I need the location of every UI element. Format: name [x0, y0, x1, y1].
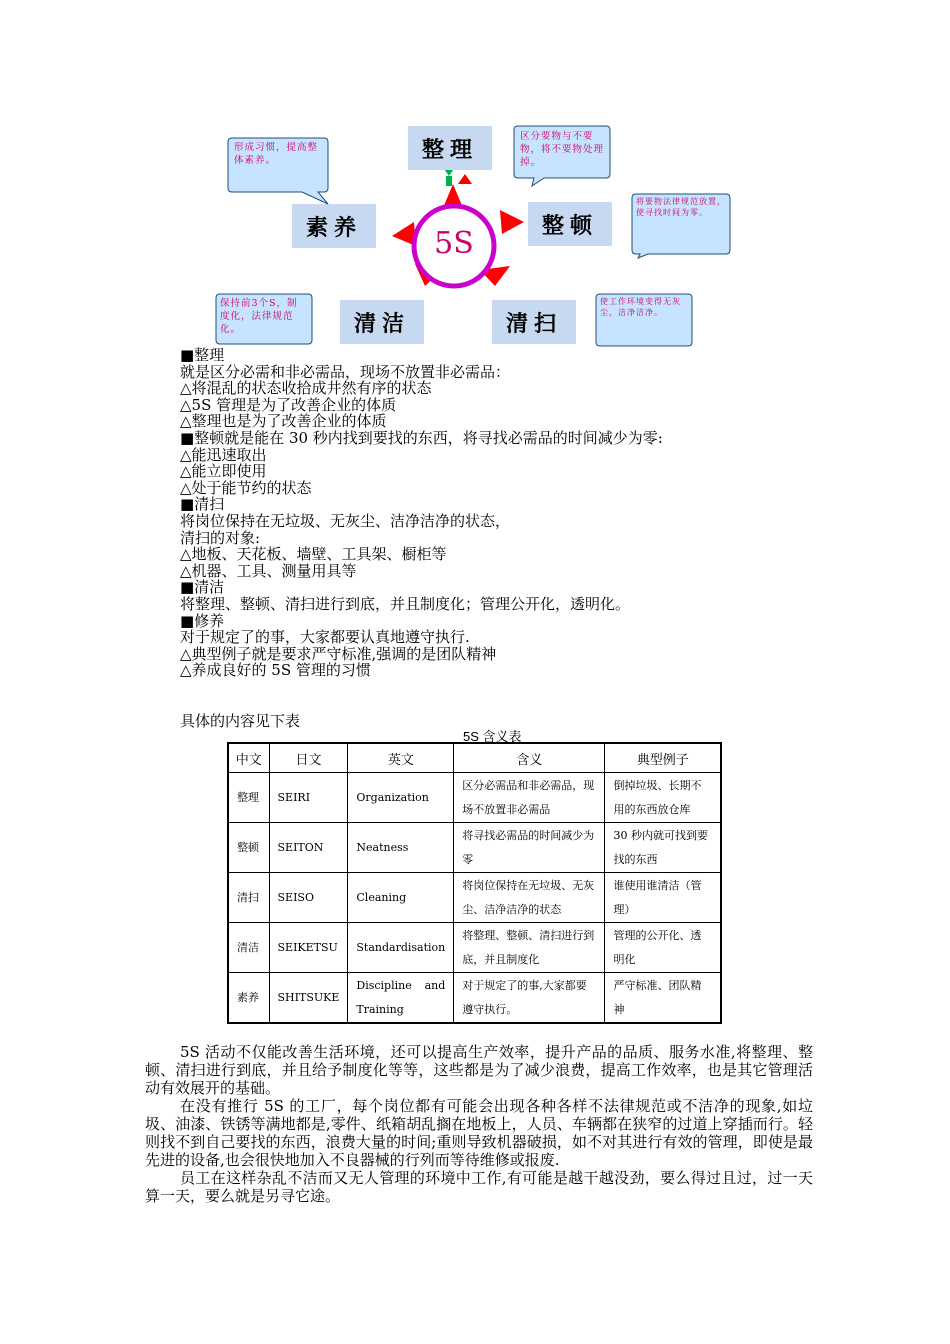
table-cell: SEIKETSU [269, 923, 348, 973]
table-header-row [228, 743, 721, 773]
line: △能迅速取出 [180, 445, 267, 464]
line: ■整顿就是能在 30 秒内找到要找的东西，将寻找必需品的时间减少为零: [180, 428, 663, 447]
green-arrow-stem [446, 176, 452, 186]
5s-diagram [210, 118, 750, 354]
table-cell: Organization [348, 773, 454, 823]
table-cell: 谁使用谁清洁（管理） [605, 873, 721, 923]
table-cell: 整顿 [228, 823, 269, 873]
callout-suyang: 形成习惯，提高整体素养。 [228, 138, 328, 192]
definition-lines [180, 347, 780, 679]
line: 将整理、整顿、清扫进行到底，并且制度化；管理公开化，透明化。 [180, 594, 631, 613]
table-intro: 具体的内容见下表 [180, 712, 301, 730]
header-cell: 英文 [348, 743, 454, 773]
line: ■整理 [180, 346, 225, 364]
line: △5S 管理是为了改善企业的体质 [180, 395, 397, 414]
table-cell: 素养 [228, 973, 269, 1024]
paragraph: 5S 活动不仅能改善生活环境，还可以提高生产效率，提升产品的品质、服务水准,将整理、整顿、清扫进行到底，并且给予制度化等等，这些都是为了减少浪费，提高工作效率，也是其它管理活动有效展开的基础。 [145, 1043, 813, 1097]
table-row [228, 973, 721, 1024]
callout-zhengdun: 将要物法律规范放置，使寻找时间为零。 [632, 194, 730, 254]
table-cell: SEIRI [269, 773, 348, 823]
table-cell: 将整理、整顿、清扫进行到底，并且制度化 [454, 923, 605, 973]
callout-qingsao: 使工作环境变得无灰尘，洁净洁净。 [596, 292, 692, 346]
table-row [228, 873, 721, 923]
box-qingjie: 清洁 [340, 300, 424, 344]
header-cell: 典型例子 [605, 743, 721, 773]
table-cell: 30 秒内就可找到要找的东西 [605, 823, 721, 873]
table-cell: 对于规定了的事,大家都要遵守执行。 [454, 973, 605, 1024]
line: △养成良好的 5S 管理的习惯 [180, 661, 371, 680]
line: ■清洁 [180, 578, 225, 597]
arrow-top [458, 174, 472, 184]
table-caption: 5S 含义表 [463, 729, 522, 744]
header-cell: 日文 [269, 743, 348, 773]
table-cell: SHITSUKE [269, 973, 348, 1024]
line: ■修养 [180, 611, 225, 630]
line: 清扫的对象: [180, 528, 261, 547]
callout-qingjie: 保持前3个S，制度化，法律规范化。 [216, 294, 312, 344]
table-row [228, 923, 721, 973]
center-label: 5S [434, 226, 474, 261]
table-row [228, 773, 721, 823]
table-cell: 整理 [228, 773, 269, 823]
line: △机器、工具、测量用具等 [180, 561, 357, 580]
line: ■清扫 [180, 495, 225, 514]
line: △地板、天花板、墙壁、工具架、橱柜等 [180, 545, 447, 564]
box-qingsao: 清扫 [492, 300, 576, 344]
table-cell: Standardisation [348, 923, 454, 973]
table-row [228, 823, 721, 873]
box-zhengdun: 整顿 [528, 202, 612, 246]
table-cell: 倒掉垃圾、长期不用的东西放仓库 [605, 773, 721, 823]
table-cell: 将寻找必需品的时间减少为零 [454, 823, 605, 873]
line: 对于规定了的事，大家都要认真地遵守执行. [180, 628, 470, 647]
table-cell: Cleaning [348, 873, 454, 923]
table-cell: 区分必需品和非必需品，现场不放置非必需品 [454, 773, 605, 823]
paragraph: 在没有推行 5S 的工厂，每个岗位都有可能会出现各种各样不法律规范或不洁净的现象,如垃圾、油漆、铁锈等满地都是,零件、纸箱胡乱搁在地板上，人员、车辆都在狭窄的过道上穿插而行。轻则找不到自己要找的东西，浪费大量的时间;重则导致机器破损，如不对其进行有效的管理，即使是最先进的设备,也会很快地加入不良器械的行列而等待维修或报废. [145, 1097, 813, 1169]
arrow-right [500, 210, 524, 234]
box-suyang: 素养 [292, 204, 376, 248]
table-cell: Neatness [348, 823, 454, 873]
header-cell: 中文 [228, 743, 269, 773]
box-zhengli: 整理 [408, 126, 492, 170]
line: 就是区分必需和非必需品，现场不放置非必需品： [180, 362, 511, 381]
line: △整理也是为了改善企业的体质 [180, 412, 387, 431]
line: △能立即使用 [180, 462, 267, 481]
paragraph: 员工在这样杂乱不洁而又无人管理的环境中工作,有可能是越干越没劲，要么得过且过，过一天算一天，要么就是另寻它途。 [145, 1169, 813, 1205]
line: △处于能节约的状态 [180, 478, 312, 497]
table-cell: Discipline and Training [348, 973, 454, 1024]
callout-zhengli: 区分要物与不要物，将不要物处理掉。 [514, 124, 610, 176]
table-cell: SEISO [269, 873, 348, 923]
table-cell: 严守标准、团队精神 [605, 973, 721, 1024]
table-cell: 管理的公开化、透明化 [605, 923, 721, 973]
line: △将混乱的状态收拾成井然有序的状态 [180, 379, 432, 398]
table-cell: SEITON [269, 823, 348, 873]
line: 将岗位保持在无垃圾、无灰尘、洁净洁净的状态， [180, 511, 511, 530]
line: △典型例子就是要求严守标准,强调的是团队精神 [180, 644, 497, 663]
table-cell: 清扫 [228, 873, 269, 923]
5s-table [227, 742, 722, 1024]
header-cell: 含义 [454, 743, 605, 773]
table-cell: 将岗位保持在无垃圾、无灰尘、洁净洁净的状态 [454, 873, 605, 923]
table-cell: 清洁 [228, 923, 269, 973]
